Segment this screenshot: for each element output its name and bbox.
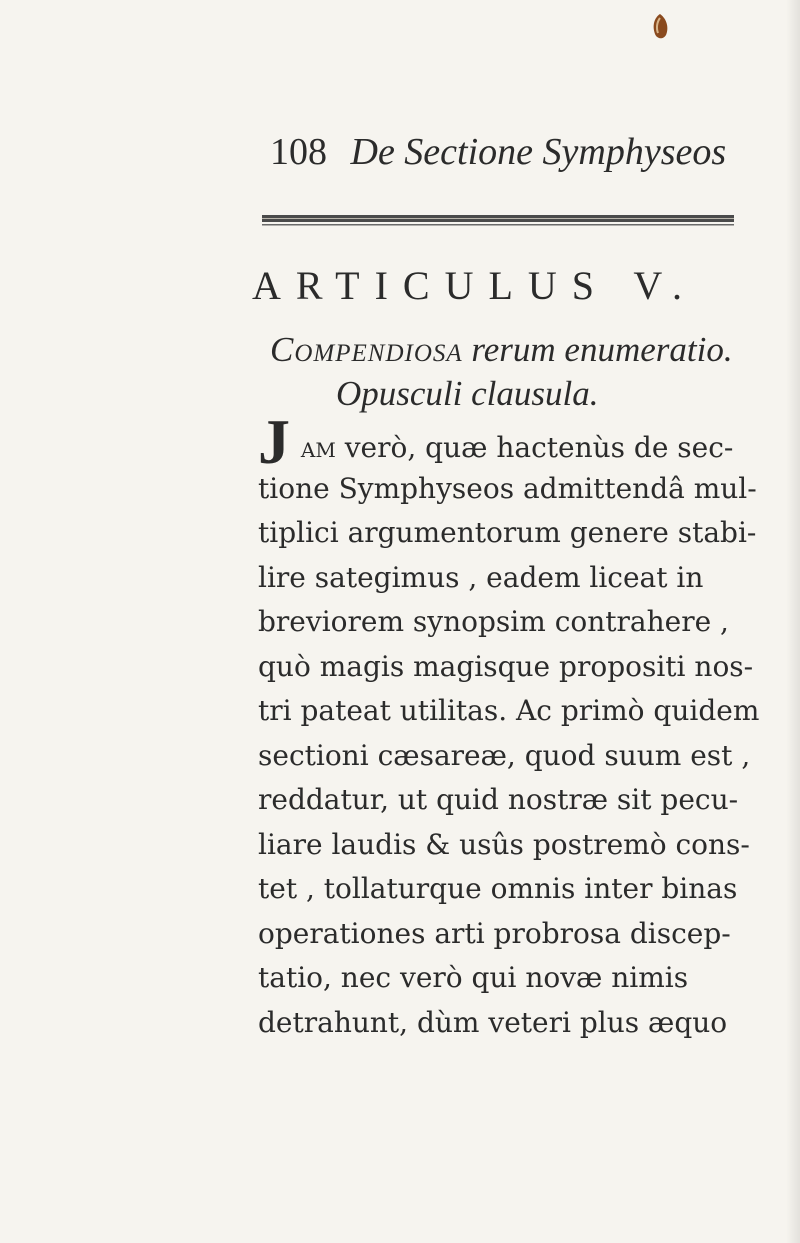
text-line: sectioni cæsareæ, quod suum est , [258,738,751,772]
text-line: tet , tollaturque omnis inter binas [258,872,738,905]
page-edge-shadow [786,0,800,1243]
text-line: tione Symphyseos admittendâ mul- [258,471,757,505]
page-number: 108 [270,131,327,173]
text-line: tatio, nec verò qui novæ nimis [258,961,689,994]
article-heading: ARTICULUS V. [252,263,698,308]
text-line: reddatur, ut quid nostræ sit pecu- [258,783,739,816]
line-1-text: verò, quæ hactenùs de sec- [344,431,734,464]
article-subtitle [270,330,740,370]
text-line: breviorem synopsim contrahere , [258,605,729,638]
drop-cap: J [258,406,290,477]
text-line: lire sategimus , eadem liceat in [258,560,704,594]
printer-ornament-icon [649,12,671,42]
text-line [258,406,758,477]
first-word-rest: am [300,431,336,464]
text-line: tiplici argumentorum genere stabi- [258,516,757,549]
text-line: liare laudis & usûs postremò cons- [258,827,750,861]
subtitle-caps: Compendiosa [270,330,463,369]
text-line: operationes arti probrosa discep- [258,916,731,950]
text-line: quò magis magisque propositi nos- [258,649,754,683]
ornamental-rule [262,212,734,228]
subtitle-rest: rerum enumeratio. [471,330,733,369]
running-header [270,130,730,174]
article-subtitle-line2: Opusculi clausula. [336,374,599,413]
text-line: tri pateat utilitas. Ac primò quidem [258,694,760,727]
body-text [258,406,760,1045]
text-line: detrahunt, dùm veteri plus æquo [258,1005,728,1039]
running-title: De Sectione Symphyseos [350,131,727,173]
